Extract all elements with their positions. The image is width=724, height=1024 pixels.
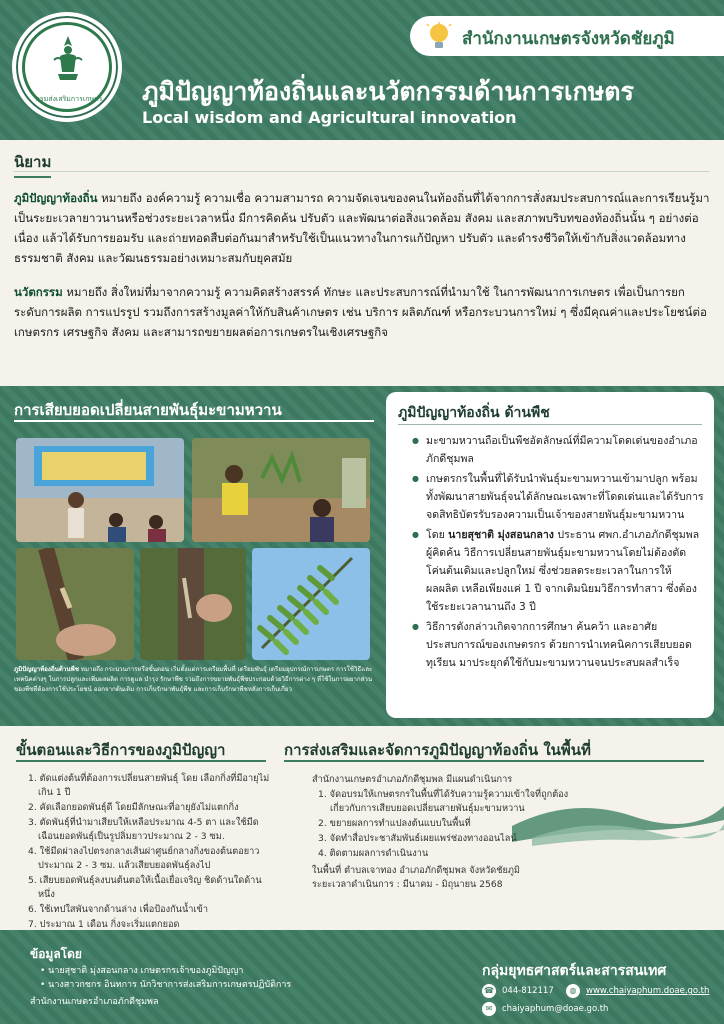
office-badge — [410, 16, 724, 56]
list-item: ● วิธีการดังกล่าวเกิดจากการศึกษา ค้นคว้า และอาศัยประสบการณ์ของเกษตรกร ด้วยการนำเทคนิคการเสียบยอดทุเรียน มาประยุกต์ใช้กับมะขามหวานจนประสบผลสำเร็จ — [412, 618, 704, 672]
wisdom-definition — [14, 188, 710, 268]
step-item: 4. ใช้มีดผ่าลงไปตรงกลางเส้นผ่าศูนย์กลางกิ่งของต้นตอยาวประมาณ 2 - 3 ซม. แล้วเสียบยอดพันธุ์ลงไป — [28, 846, 260, 871]
phone-number: 044-812117 — [502, 986, 554, 996]
plant-card-title: ภูมิปัญญาท้องถิ่น ด้านพืช — [398, 405, 550, 421]
list-item: ● เกษตรกรในพื้นที่ได้รับนำพันธุ์มะขามหวานเข้ามาปลูก พร้อมทั้งพัฒนาสายพันธุ์จนได้ลักษณะเฉพาะที่โดดเด่นและได้รับการจดสิทธิบัตรรับรองความเป็นเจ้าของสายพันธุ์มะขามหวาน — [412, 470, 704, 524]
source-item: • นายสุชาติ มุ่งสอนกลาง เกษตรกรเจ้าของภูมิปัญญา — [40, 964, 291, 978]
steps-title: ขั้นตอนและวิธีการของภูมิปัญญา — [16, 741, 226, 759]
website-contact[interactable] — [566, 984, 709, 998]
doae-logo — [12, 12, 122, 122]
definitions-heading: นิยาม — [14, 150, 51, 178]
promotion-period: ระยะเวลาดำเนินการ : มีนาคม - มิถุนายน 2568 — [312, 879, 503, 890]
photo-training-session — [16, 438, 184, 542]
promotion-item: 3. จัดทำสื่อประชาสัมพันธ์เผยแพร่ช่องทางออนไลน์ — [318, 833, 517, 844]
innovation-definition — [14, 282, 710, 342]
grafting-title: การเสียบยอดเปลี่ยนสายพันธุ์มะขามหวาน — [14, 401, 282, 419]
steps-list — [22, 772, 272, 933]
caption-text: หมายถึง กระบวนการหรือขั้นตอน เริ่มตั้งแต่การเตรียมพื้นที่ เตรียมพันธุ์ เตรียมอุปกรณ์การเกษตร การใช้วิธีและเทคนิคต่างๆ ในการปลูกและเพิ่มผลผลิต การดูแล บำรุง รักษาพืช รวมถึงการขยายพันธุ์พืชประกอบด้วยวิธีการต่าง ๆ ที่ใช้ในการผยากส่วนของพืชที่ต้องการใช้ประโยชน์ ออกจากต้นเดิม การเก็บรักษาพันธุ์พืช และการเก็บรักษาพืชหลังการเก็บเกี่ยว — [14, 666, 373, 693]
deity-emblem-icon — [48, 34, 88, 84]
plant-wisdom-card — [386, 392, 714, 718]
logo-text: กรมส่งเสริมการเกษตร — [35, 95, 103, 103]
promotion-divider — [284, 760, 704, 762]
source-item: • นางสาวกชกร อินทการ นักวิชาการส่งเสริมการเกษตรปฏิบัติการ — [40, 978, 291, 992]
photo-grafted-branch — [140, 548, 246, 660]
promotion-item: 4. ติดตามผลการดำเนินงาน — [318, 848, 429, 859]
lightbulb-icon — [426, 22, 452, 52]
phone-contact[interactable] — [482, 984, 554, 998]
grafting-divider — [14, 420, 374, 422]
promotion-item: 2. ขยายผลการทำแปลงต้นแบบในพื้นที่ — [318, 818, 471, 829]
mail-icon: ✉ — [482, 1002, 496, 1016]
promotion-area: ในพื้นที่ ตำบลเจาทอง อำเภอภักดีชุมพล จังหวัดชัยภูมิ — [312, 865, 520, 876]
steps-divider — [16, 760, 266, 762]
definitions-section — [14, 150, 710, 342]
page-subtitle: Local wisdom and Agricultural innovation — [142, 108, 517, 127]
person-description: ประธาน ศพก.อำเภอภักดีชุมพล ผู้คิดค้น วิธีการเปลี่ยนสายพันธุ์มะขามหวานโดยไม่ต้องตัดโค่นต้นเดิมและปลูกใหม่ ซึ่งช่วยลดระยะเวลาในการให้ผลผลิต เหลือเพียงแค่ 1 ปี จากเดิมนิยมวิธีการทำสาว ซึ่งต้องใช้ระยะเวลานานถึง 3 ปี — [426, 529, 700, 613]
step-item: 5. เสียบยอดพันธุ์ลงบนต้นตอให้เนื้อเยื่อเจริญ ชิดด้านใดด้านหนึ่ง — [28, 875, 262, 900]
source-list — [40, 964, 291, 992]
step-item: 6. ใช้เทปใสพันจากด้านล่าง เพื่อป้องกันน้ำเข้า — [28, 904, 208, 915]
globe-icon: ◍ — [566, 984, 580, 998]
promotion-list — [318, 788, 578, 862]
photo-grafting-cut — [16, 548, 134, 660]
caption-term: ภูมิปัญญาท้องถิ่นด้านพืช — [14, 666, 79, 673]
website-link[interactable]: www.chaiyaphum.doae.go.th — [586, 986, 710, 996]
innovation-term: นวัตกรรม — [14, 285, 63, 299]
photo-tamarind-leaves — [252, 548, 370, 660]
photo-field-demo — [192, 438, 370, 542]
list-item: ● มะขามหวานถือเป็นพืชอัตลักษณ์ที่มีความโดดเด่นของอำเภอภักดีชุมพล — [412, 432, 704, 468]
promotion-intro: สำนักงานเกษตรอำเภอภักดีชุมพล มีแผนดำเนินการ — [312, 774, 513, 785]
wisdom-text: หมายถึง องค์ความรู้ ความเชื่อ ความสามารถ ความจัดเจนของคนในท้องถิ่นที่ได้จากการสั่งสมประสบการณ์และการเรียนรู้มาเป็นระยะเวลายาวนานหรือช่วงระยะเวลาหนึ่ง มีการคิดค้น ปรับตัว และพัฒนาต่อสิ่งแวดล้อม สังคม และสภาพบริบทของท้องถิ่นนั้น ๆ อย่างต่อเนื่อง แล้วได้รับการยอมรับ และถ่ายทอดสืบต่อกันมาสำหรับใช้เป็นแนวทางในการแก้ปัญหา ปรับตัว และดำรงชีวิตให้เข้ากับสิ่งแวดล้อมทางธรรมชาติ สังคม และวัฒนธรรมอย่างเหมาะสมกับยุคสมัย — [14, 191, 710, 265]
email-address: chaiyaphum@doae.go.th — [502, 1004, 609, 1014]
page-title: ภูมิปัญญาท้องถิ่นและนวัตกรรมด้านการเกษตร — [142, 77, 634, 106]
phone-icon: ☎ — [482, 984, 496, 998]
email-contact[interactable] — [482, 1002, 608, 1016]
person-prefix: โดย — [426, 529, 449, 541]
plant-card-divider — [398, 424, 702, 425]
step-item: 7. ประมาณ 1 เดือน กิ่งจะเริ่มแตกยอด — [28, 919, 180, 930]
person-name: นายสุชาติ มุ่งสอนกลาง — [448, 529, 554, 541]
promotion-item: 1. จัดอบรมให้เกษตรกรในพื้นที่ได้รับความรู้ความเข้าใจที่ถูกต้องเกี่ยวกับการเสียบยอดเปลี่ยนสายพันธุ์มะขามหวาน — [318, 789, 569, 814]
office-title: สำนักงานเกษตรจังหวัดชัยภูมิ — [462, 29, 675, 49]
wisdom-term: ภูมิปัญญาท้องถิ่น — [14, 191, 98, 205]
step-item: 2. คัดเลือกยอดพันธุ์ดี โดยมีลักษณะที่อายุยังไม่แตกกิ่ง — [28, 802, 239, 813]
innovation-text: หมายถึง สิ่งใหม่ที่มาจากความรู้ ความคิดสร้างสรรค์ ทักษะ และประสบการณ์ที่นำมาใช้ ในการพัฒนาการเกษตร เพื่อเป็นการยกระดับการผลิต การแปรรูป รวมถึงการสร้างมูลค่าให้กับสินค้าเกษตร เช่น บริการ ผลิตภัณฑ์ หรือกระบวนการใหม่ ๆ ซึ่งมีคุณค่าและประโยชน์ต่อเกษตรกร เศรษฐกิจ สังคม และสามารถขยายผลต่อการเกษตรในเชิงเศรษฐกิจ — [14, 285, 707, 339]
plant-wisdom-caption — [14, 665, 380, 695]
promotion-title: การส่งเสริมและจัดการภูมิปัญญาท้องถิ่น ในพื้นที่ — [284, 741, 591, 759]
promotion-details — [312, 864, 520, 892]
step-item: 1. ตัดแต่งต้นที่ต้องการเปลี่ยนสายพันธุ์ โดย เลือกกิ่งที่มีอายุไม่เกิน 1 ปี — [28, 773, 270, 798]
step-item: 3. ตัดพันธุ์ที่นำมาเสียบให้เหลือประมาณ 4-5 ตา และใช้มีดเฉือนยอดพันธุ์เป็นรูปลิ่มยาวประมาณ 2 - 3 ซม. — [28, 817, 259, 842]
group-title: กลุ่มยุทธศาสตร์และสารสนเทศ — [482, 963, 667, 979]
plant-card-list — [412, 432, 704, 674]
list-item — [412, 526, 704, 616]
source-title: ข้อมูลโดย — [30, 947, 82, 961]
source-office: สำนักงานเกษตรอำเภอภักดีชุมพล — [30, 997, 159, 1007]
